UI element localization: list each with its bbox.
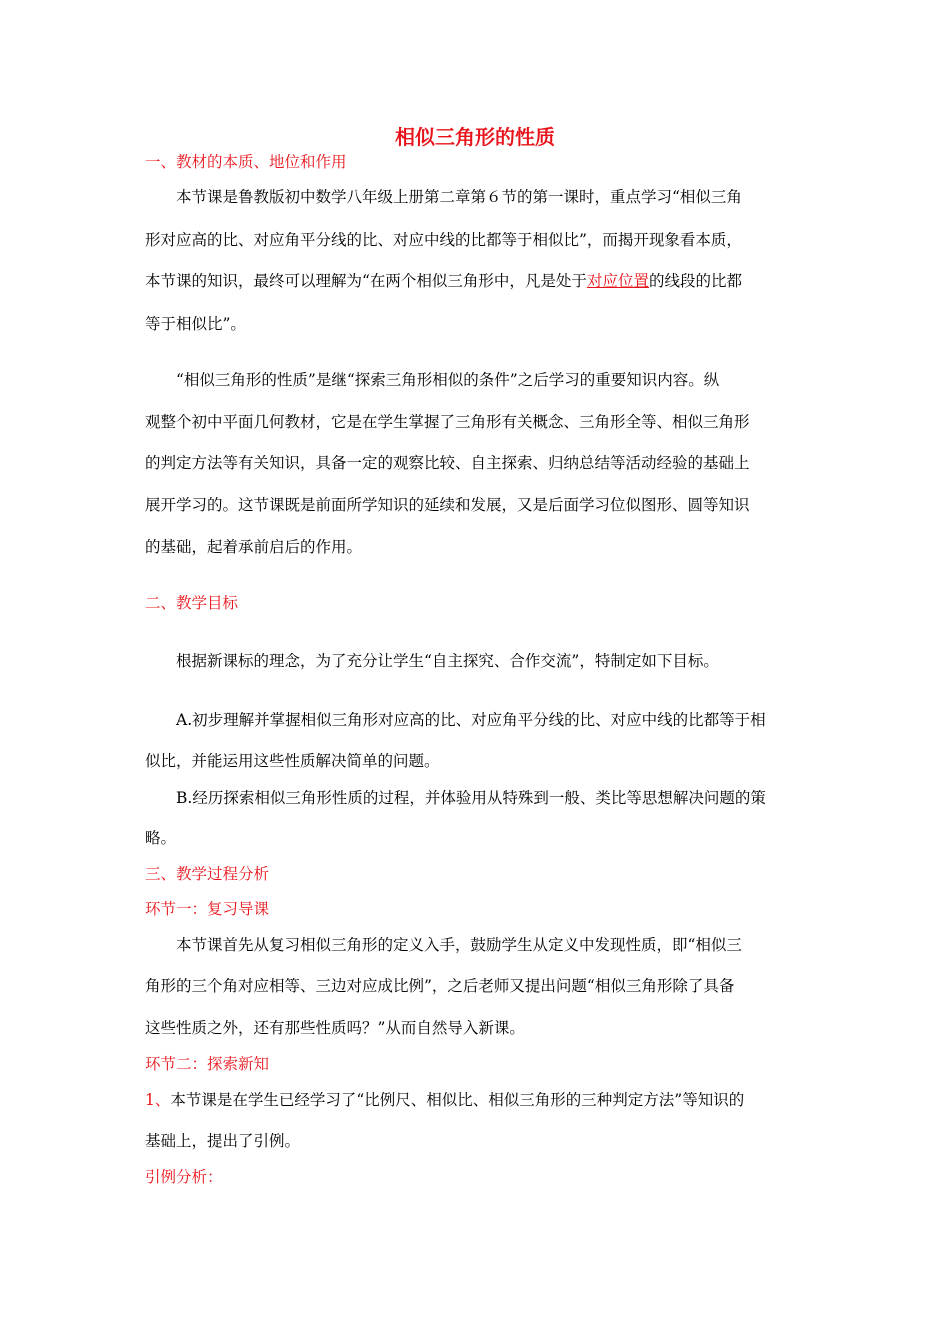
- paragraph-line: 展开学习的。这节课既是前面所学知识的延续和发展，又是后面学习位似图形、圆等知识: [145, 496, 750, 514]
- paragraph-line: 的基础，起着承前启后的作用。: [145, 538, 363, 556]
- step-heading-1: 环节一：复习导课: [145, 900, 270, 918]
- text-span: 本节课的知识，最终可以理解为“在两个相似三角形中，凡是处于: [145, 272, 587, 290]
- item-number: 1、: [145, 1091, 171, 1109]
- section-heading-2: 二、教学目标: [145, 594, 239, 612]
- link-corresponding-position[interactable]: 对应位置: [586, 272, 649, 290]
- goal-a-line: 似比，并能运用这些性质解决简单的问题。: [145, 752, 440, 770]
- section-heading-1: 一、教材的本质、地位和作用: [145, 153, 347, 171]
- step-heading-2: 环节二：探索新知: [145, 1055, 270, 1073]
- text-span: 的线段的比都: [648, 272, 742, 290]
- paragraph-line: 本节课是鲁教版初中数学八年级上册第二章第６节的第一课时，重点学习“相似三角: [145, 188, 742, 206]
- paragraph-line: 这些性质之外，还有那些性质吗？”从而自然导入新课。: [145, 1019, 525, 1037]
- item-1-line: [145, 1089, 810, 1111]
- section-heading-3: 三、教学过程分析: [145, 865, 270, 883]
- text-span: 本节课是在学生已经学习了“比例尺、相似比、相似三角形的三种判定方法”等知识的: [170, 1091, 745, 1109]
- paragraph-line: 等于相似比”。: [145, 315, 246, 333]
- paragraph-line: 观整个初中平面几何教材，它是在学生掌握了三角形有关概念、三角形全等、相似三角形: [145, 413, 750, 431]
- example-heading: 引例分析：: [145, 1168, 223, 1186]
- paragraph-line: 根据新课标的理念，为了充分让学生“自主探究、合作交流”，特制定如下目标。: [145, 652, 719, 670]
- goal-a-line: A.初步理解并掌握相似三角形对应高的比、对应角平分线的比、对应中线的比都等于相: [145, 711, 766, 729]
- paragraph-line: 本节课首先从复习相似三角形的定义入手，鼓励学生从定义中发现性质，即“相似三: [145, 936, 742, 954]
- goal-b-line: 略。: [145, 829, 177, 847]
- paragraph-line: 形对应高的比、对应角平分线的比、对应中线的比都等于相似比”，而揭开现象看本质，: [145, 231, 742, 249]
- document-title: 相似三角形的性质: [395, 125, 555, 149]
- goal-b-line: B.经历探索相似三角形性质的过程，并体验用从特殊到一般、类比等思想解决问题的策: [145, 789, 766, 807]
- paragraph-line: [145, 270, 810, 292]
- paragraph-line: 角形的三个角对应相等、三边对应成比例”，之后老师又提出问题“相似三角形除了具备: [145, 977, 735, 995]
- paragraph-line: 的判定方法等有关知识，具备一定的观察比较、自主探索、归纳总结等活动经验的基础上: [145, 454, 750, 472]
- item-1-line: 基础上，提出了引例。: [145, 1132, 301, 1150]
- paragraph-line: “相似三角形的性质”是继“探索三角形相似的条件”之后学习的重要知识内容。纵: [145, 371, 720, 389]
